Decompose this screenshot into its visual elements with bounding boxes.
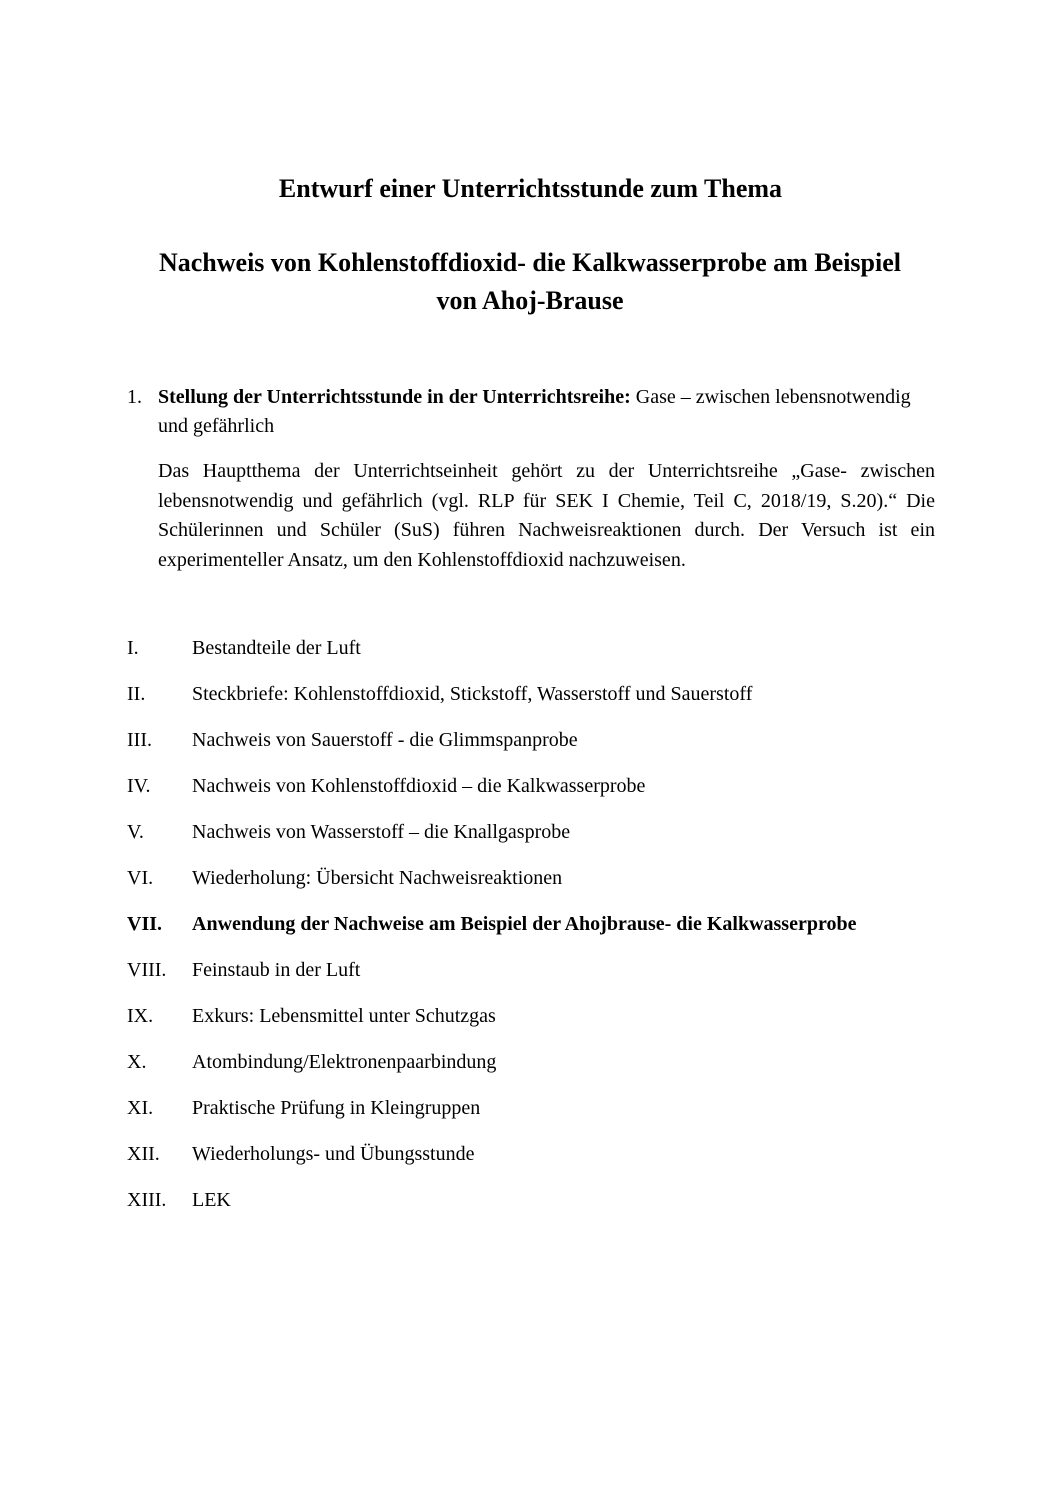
lesson-numeral: III. xyxy=(127,729,152,751)
section-heading-bold: Stellung der Unterrichtsstunde in der Unterrichtsreihe: xyxy=(158,386,631,408)
lesson-title: Nachweis von Sauerstoff - die Glimmspanprobe xyxy=(192,729,578,751)
lesson-title: Wiederholungs- und Übungsstunde xyxy=(192,1143,475,1165)
lesson-numeral: I. xyxy=(127,637,139,659)
lesson-title: Praktische Prüfung in Kleingruppen xyxy=(192,1097,481,1119)
lesson-title: LEK xyxy=(192,1189,231,1211)
lesson-numeral: II. xyxy=(127,683,146,705)
lesson-title: Exkurs: Lebensmittel unter Schutzgas xyxy=(192,1005,496,1027)
lesson-title: Nachweis von Kohlenstoffdioxid – die Kalkwasserprobe xyxy=(192,775,646,797)
lesson-title: Bestandteile der Luft xyxy=(192,637,361,659)
lesson-title: Wiederholung: Übersicht Nachweisreaktionen xyxy=(192,867,563,889)
lesson-numeral: VIII. xyxy=(127,959,167,981)
section-paragraph: Das Hauptthema der Unterrichtseinheit gehört zu der Unterrichtsreihe „Gase- zwischen lebensnotwendig und gefährlich (vgl. RLP für SEK I Chemie, Teil C, 2018/19, S.20).“ Die Schülerinnen und Schüler (SuS) führen Nachweisreaktionen durch. Der Versuch ist ein experimenteller Ansatz, um den Kohlenstoffdioxid nachzuweisen. xyxy=(158,460,935,571)
lesson-title: Anwendung der Nachweise am Beispiel der Ahojbrause- die Kalkwasserprobe xyxy=(192,913,857,935)
section-heading xyxy=(127,383,937,441)
document-subtitle: Nachweis von Kohlenstoffdioxid- die Kalkwasserprobe am Beispiel von Ahoj-Brause xyxy=(158,248,901,315)
lesson-numeral: IV. xyxy=(127,775,151,797)
lesson-numeral: X. xyxy=(127,1051,147,1073)
lesson-numeral: VI. xyxy=(127,867,154,889)
section-number: 1. xyxy=(127,386,142,408)
lesson-title: Steckbriefe: Kohlenstoffdioxid, Stickstoff, Wasserstoff und Sauerstoff xyxy=(192,683,753,705)
lesson-numeral: V. xyxy=(127,821,144,843)
lesson-title: Atombindung/Elektronenpaarbindung xyxy=(192,1051,497,1073)
lesson-numeral: XIII. xyxy=(127,1189,167,1211)
lesson-numeral: IX. xyxy=(127,1005,154,1027)
lesson-numeral: XI. xyxy=(127,1097,154,1119)
lesson-numeral: XII. xyxy=(127,1143,160,1165)
lesson-title: Feinstaub in der Luft xyxy=(192,959,361,981)
lesson-numeral: VII. xyxy=(127,913,163,935)
section-heading-text: Gase – zwischen lebensnotwendig und gefährlich xyxy=(158,386,911,437)
lesson-title: Nachweis von Wasserstoff – die Knallgasprobe xyxy=(192,821,571,843)
document-title: Entwurf einer Unterrichtsstunde zum Thema xyxy=(278,174,783,203)
